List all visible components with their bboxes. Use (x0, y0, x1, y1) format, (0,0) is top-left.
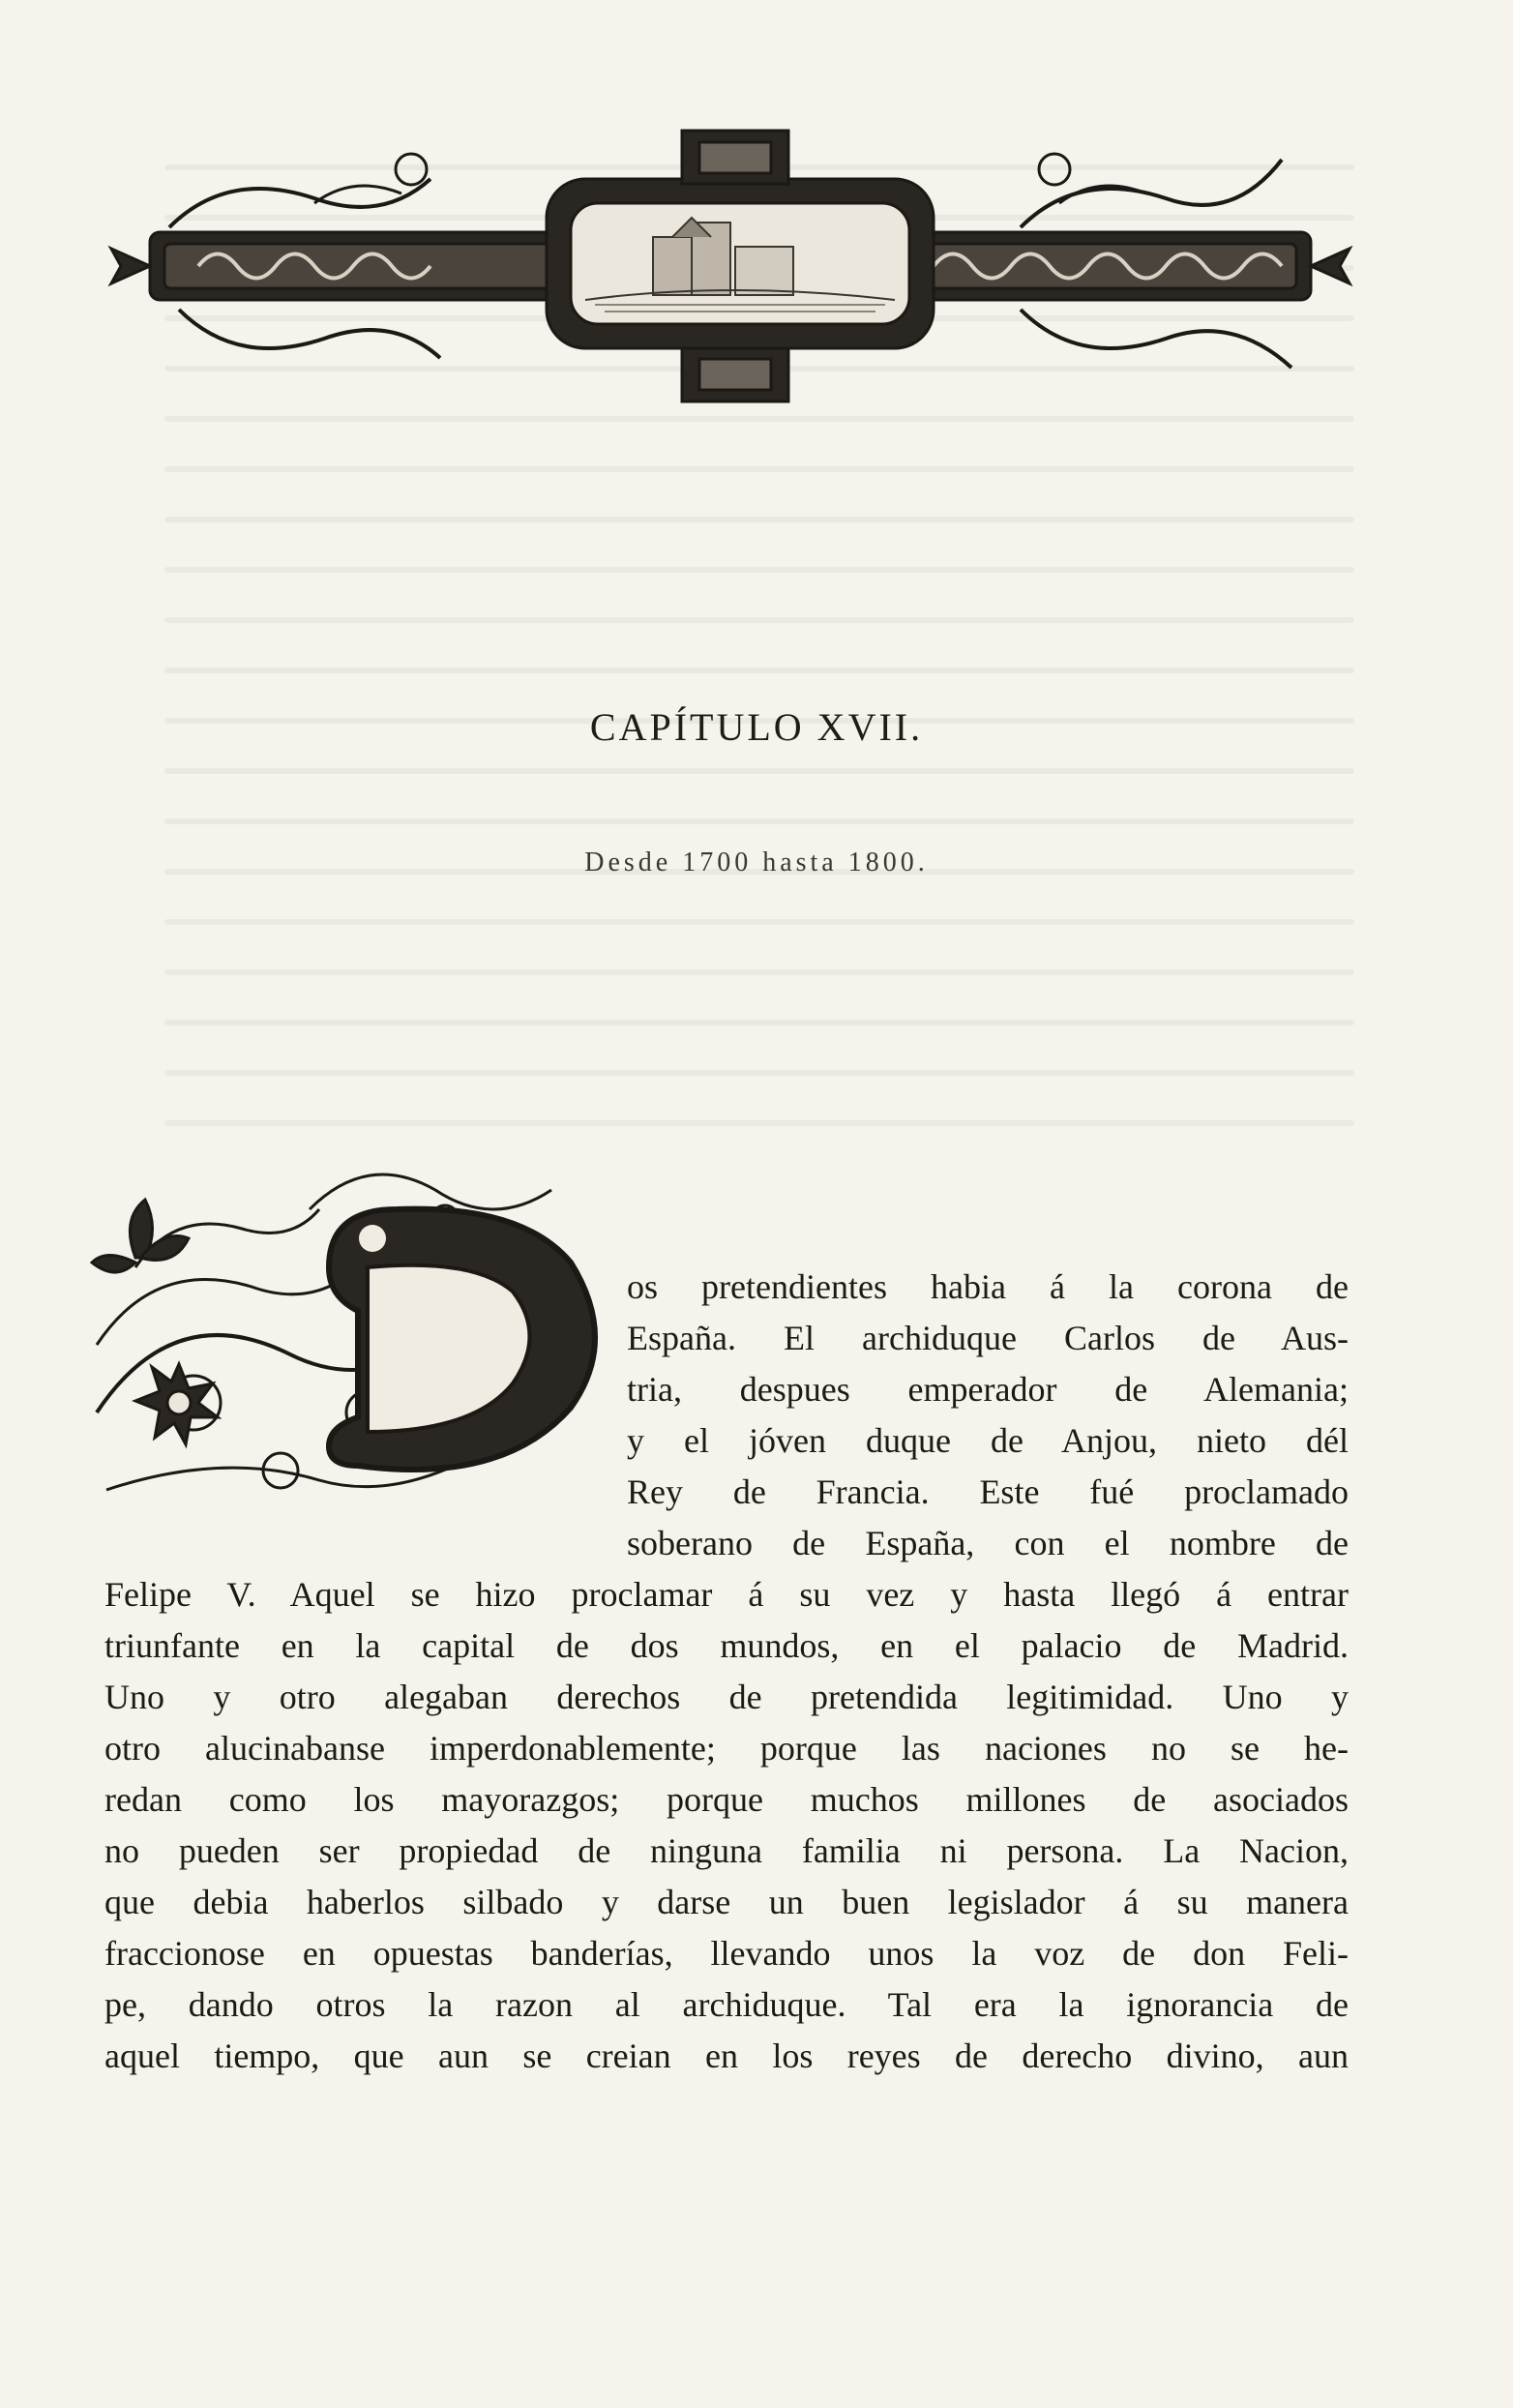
text-line: y el jóven duque de Anjou, nieto dél (627, 1421, 1349, 1460)
text-line: que debia haberlos silbado y darse un buen legislador á su manera (104, 1883, 1349, 1921)
text-line: fraccionose en opuestas banderías, llevando unos la voz de don Feli- (104, 1934, 1349, 1973)
text-line: Uno y otro alegaban derechos de pretendida legitimidad. Uno y (104, 1678, 1349, 1716)
text-line: otro alucinabanse imperdonablemente; porque las naciones no se he- (104, 1729, 1349, 1768)
chapter-date-range: Desde 1700 hasta 1800. (584, 847, 929, 877)
text-line: tria, despues emperador de Alemania; (627, 1370, 1349, 1409)
text-line: no pueden ser propiedad de ninguna familia ni persona. La Nacion, (104, 1831, 1349, 1870)
ornamental-headpiece (92, 111, 1369, 406)
text-line: España. El archiduque Carlos de Aus- (627, 1319, 1349, 1357)
text-line: Felipe V. Aquel se hizo proclamar á su vez y hasta llegó á entrar (104, 1575, 1349, 1614)
text-line: aquel tiempo, que aun se creian en los reyes de derecho divino, aun (104, 2036, 1349, 2075)
text-line: soberano de España, con el nombre de (627, 1524, 1349, 1562)
text-line: Rey de Francia. Este fué proclamado (627, 1472, 1349, 1511)
body-paragraph (104, 1262, 1349, 2082)
text-line: redan como los mayorazgos; porque muchos millones de asociados (104, 1780, 1349, 1819)
text-line: pe, dando otros la razon al archiduque. Tal era la ignorancia de (104, 1985, 1349, 2024)
chapter-title: CAPÍTULO XVII. (589, 705, 924, 749)
text-line: triunfante en la capital de dos mundos, en el palacio de Madrid. (104, 1626, 1349, 1665)
text-line: os pretendientes habia á la corona de (627, 1267, 1349, 1306)
